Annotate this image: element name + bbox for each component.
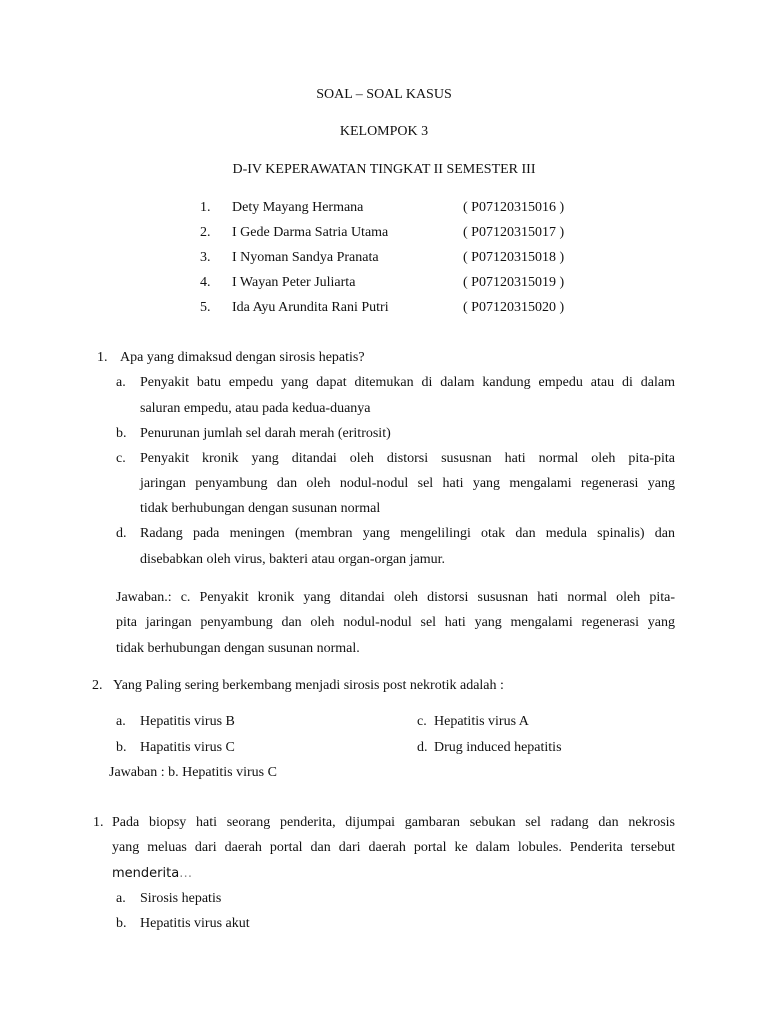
- option-text: jaringan penyambung dan oleh nodul-nodul sel hati yang mengalami regenerasi yang: [140, 476, 675, 491]
- option-text: Hepatitis virus A: [434, 714, 529, 729]
- answer-text: pita jaringan penyambung dan oleh nodul-nodul sel hati yang mengalami regenerasi yang: [116, 615, 675, 630]
- option-letter: b.: [116, 740, 127, 755]
- option-text: saluran empedu, atau pada kedua-duanya: [140, 401, 371, 416]
- member-nim: ( P07120315020 ): [463, 300, 565, 315]
- option-text: Hepatitis virus akut: [140, 916, 250, 931]
- question-text: Apa yang dimaksud dengan sirosis hepatis?: [120, 350, 365, 365]
- question-text: Pada biopsy hati seorang penderita, dijumpai gambaran sebukan sel radang dan nekrosis: [112, 815, 675, 830]
- option-text: Drug induced hepatitis: [434, 740, 562, 755]
- group-label: KELOMPOK 3: [339, 124, 429, 139]
- answer-text: Jawaban : b. Hepatitis virus C: [109, 765, 277, 780]
- option-text: tidak berhubungan dengan susunan normal: [140, 501, 381, 516]
- option-text: disebabkan oleh virus, bakteri atau organ-organ jamur.: [140, 552, 446, 567]
- question-number: 2.: [92, 678, 103, 693]
- option-letter: d.: [116, 526, 127, 541]
- member-nim: ( P07120315016 ): [463, 200, 565, 215]
- document-title: SOAL – SOAL KASUS: [316, 87, 452, 102]
- member-nim: ( P07120315018 ): [463, 250, 565, 265]
- option-letter: c.: [417, 714, 427, 729]
- question-number: 1.: [93, 815, 104, 830]
- member-nim: ( P07120315019 ): [463, 275, 565, 290]
- member-number: 2.: [200, 225, 211, 240]
- option-letter: b.: [116, 426, 127, 441]
- option-text: Sirosis hepatis: [140, 891, 222, 906]
- member-number: 4.: [200, 275, 211, 290]
- question-text: yang meluas dari daerah portal dan dari daerah portal ke dalam lobules. Penderita tersebut: [112, 840, 675, 855]
- option-text: Penyakit kronik yang ditandai oleh distorsi sususnan hati normal oleh pita-pita: [140, 451, 675, 466]
- option-letter: a.: [116, 375, 126, 390]
- member-name: I Gede Darma Satria Utama: [232, 225, 389, 240]
- option-letter: a.: [116, 891, 126, 906]
- option-letter: d.: [417, 740, 428, 755]
- member-name: Ida Ayu Arundita Rani Putri: [232, 300, 389, 315]
- option-letter: a.: [116, 714, 126, 729]
- member-number: 5.: [200, 300, 211, 315]
- member-name: Dety Mayang Hermana: [232, 200, 364, 215]
- option-text: Radang pada meningen (membran yang mengelilingi otak dan medula spinalis) dan: [140, 526, 675, 541]
- member-nim: ( P07120315017 ): [463, 225, 565, 240]
- program-label: D-IV KEPERAWATAN TINGKAT II SEMESTER III: [232, 162, 536, 177]
- member-number: 1.: [200, 200, 211, 215]
- member-name: I Wayan Peter Juliarta: [232, 275, 356, 290]
- question-number: 1.: [97, 350, 108, 365]
- answer-text: Jawaban.: c. Penyakit kronik yang ditandai oleh distorsi sususnan hati normal oleh pita-: [116, 590, 675, 605]
- option-text: Hapatitis virus C: [140, 740, 235, 755]
- option-text: Penurunan jumlah sel darah merah (eritrosit): [140, 426, 391, 441]
- member-name: I Nyoman Sandya Pranata: [232, 250, 379, 265]
- option-text: Hepatitis virus B: [140, 714, 235, 729]
- option-letter: b.: [116, 916, 127, 931]
- option-text: Penyakit batu empedu yang dapat ditemukan di dalam kandung empedu atau di dalam: [140, 375, 675, 390]
- question-text: Yang Paling sering berkembang menjadi sirosis post nekrotik adalah :: [113, 678, 504, 693]
- answer-text: tidak berhubungan dengan susunan normal.: [116, 641, 360, 656]
- member-number: 3.: [200, 250, 211, 265]
- option-letter: c.: [116, 451, 126, 466]
- question-text: menderita…: [112, 866, 193, 881]
